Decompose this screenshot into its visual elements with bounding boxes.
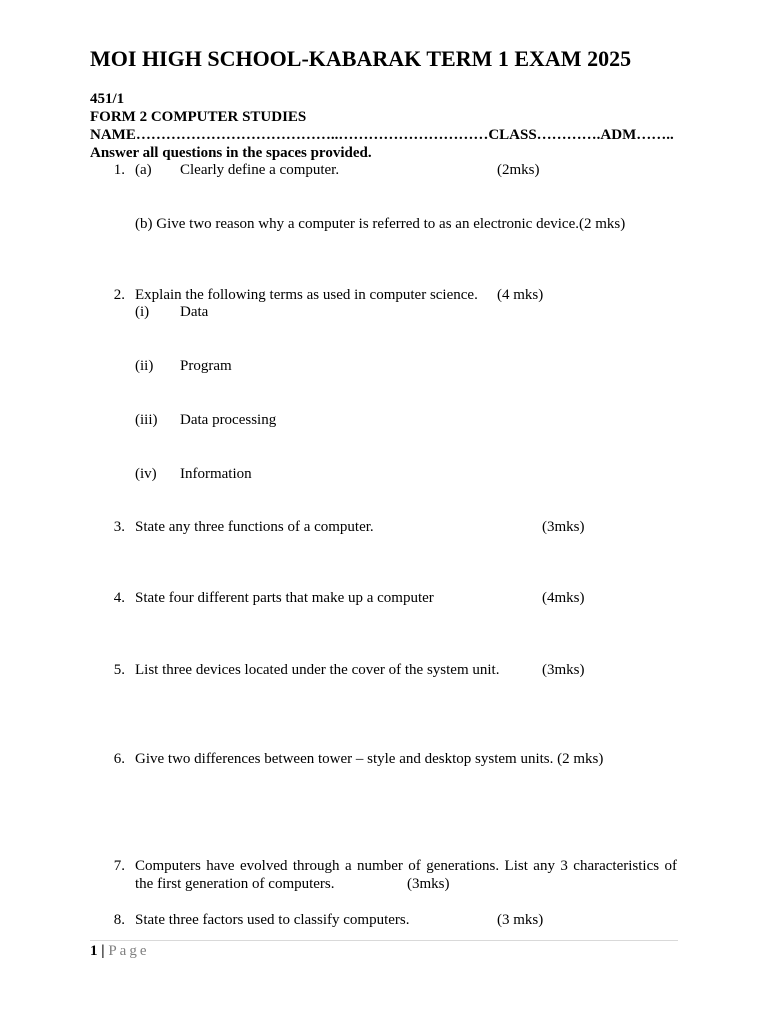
sub-item-label: (i): [135, 304, 150, 320]
question-marks: (4mks): [542, 590, 585, 606]
question-number: 4.: [113, 590, 125, 606]
question-number: 6.: [113, 751, 125, 767]
question-text: Explain the following terms as used in computer science.: [135, 287, 478, 303]
sub-item-label: (iv): [135, 466, 157, 482]
question-marks: (2mks): [497, 162, 540, 178]
question-number: 8.: [113, 912, 125, 928]
question-number: 5.: [113, 662, 125, 678]
instructions: Answer all questions in the spaces provided.: [90, 145, 372, 161]
question-marks: (3mks): [407, 876, 450, 892]
footer-divider: [90, 940, 678, 941]
paper-code: 451/1: [90, 91, 125, 107]
exam-title: MOI HIGH SCHOOL-KABARAK TERM 1 EXAM 2025: [90, 46, 632, 71]
sub-item-label: (iii): [135, 412, 158, 428]
question-number: 2.: [113, 287, 125, 303]
sub-item-text: Data: [180, 304, 209, 320]
question-marks: (3mks): [542, 662, 585, 678]
page-label: Page: [108, 943, 150, 959]
question-marks: (3 mks): [497, 912, 544, 928]
question-number: 1.: [113, 162, 125, 178]
sub-item-text: Data processing: [180, 412, 277, 428]
question-text: Clearly define a computer.: [180, 162, 340, 178]
page-number: 1: [90, 943, 98, 959]
question-text: List three devices located under the cover of the system unit.: [135, 662, 500, 678]
sub-item-text: Program: [180, 358, 232, 374]
question-text: State four different parts that make up a computer: [135, 590, 434, 606]
name-class-adm-line: NAME…………………………………..…………………………CLASS………….ADM……..: [90, 127, 674, 143]
sub-item-text: Information: [180, 466, 252, 482]
question-text: Give two differences between tower – style and desktop system units. (2 mks): [135, 751, 604, 767]
question-text: State any three functions of a computer.: [135, 519, 374, 535]
question-text: State three factors used to classify computers.: [135, 912, 410, 928]
page-separator: |: [101, 943, 105, 959]
question-text: (b) Give two reason why a computer is referred to as an electronic device.(2 mks): [135, 216, 626, 232]
question-number: 7.: [113, 858, 125, 874]
question-part-label: (a): [135, 162, 152, 178]
question-text-continued: the first generation of computers.: [135, 876, 335, 892]
question-marks: (4 mks): [497, 287, 544, 303]
subject-line: FORM 2 COMPUTER STUDIES: [90, 109, 307, 125]
page-footer: [90, 943, 149, 960]
sub-item-label: (ii): [135, 358, 154, 374]
question-text: Computers have evolved through a number of generations. List any 3 characteristics of: [135, 858, 677, 874]
question-marks: (3mks): [542, 519, 585, 535]
question-number: 3.: [113, 519, 125, 535]
